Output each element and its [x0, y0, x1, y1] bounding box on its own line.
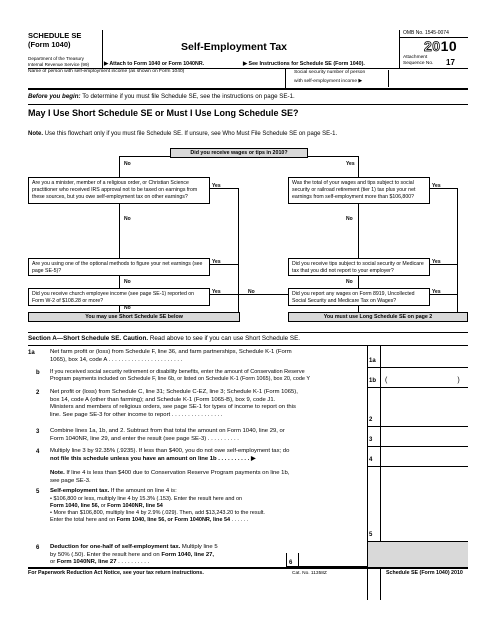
note-lead: Note. [28, 131, 43, 137]
line-4-text-1: Multiply line 3 by 92.35% (.9235). If less than $400, you do not owe self-employment tax; do [50, 448, 290, 454]
dept-line-1: Department of the Treasury [28, 56, 84, 61]
line-2-text [50, 389, 365, 419]
line-6-text-3c: . . . . . . . . . . [118, 559, 150, 566]
line-1a-num: 1a [28, 350, 35, 356]
line-6-lead: Deduction for one-half of self-employment tax. [50, 544, 181, 550]
line-6-text [50, 544, 293, 567]
line-4-box: 4 [369, 457, 373, 463]
name-field[interactable] [28, 75, 283, 87]
flow-wages-total-box: Was the total of your wages and tips subject to social security or railroad retirement (tier 1) tax plus your net earnings from self-employment more than $106,800? [288, 177, 430, 204]
line-3-text [50, 428, 365, 443]
line-1b-num: b [36, 370, 40, 376]
line-1b-amount[interactable]: ( ) [385, 377, 460, 384]
flow-tips-box: Did you receive tips subject to social security or Medicare tax that you did not report to your employer? [288, 258, 430, 276]
flowchart-note [28, 131, 337, 139]
line-6-text-1: Multiply line 5 [181, 544, 218, 550]
section-a-caution: Caution. [122, 335, 149, 342]
tax-year [424, 38, 457, 56]
ssn-field[interactable] [388, 70, 468, 87]
footer-paperwork: For Paperwork Reduction Act Notice, see your tax return instructions. [28, 570, 204, 576]
flow-wages-total-no: No [346, 216, 353, 222]
line-1b-text-2: Program payments included on Schedule F, line 6b, or listed on Schedule K-1 (Form 1065), box 20, code Y [50, 376, 311, 383]
line-6-text-3a: or [50, 559, 56, 566]
flow-church-box: Did you receive church employee income (see page SE-1) reported on Form W-2 of $108.28 or more? [28, 288, 210, 306]
line-1b-box: 1b [369, 378, 377, 384]
flow-church-yes: Yes [212, 289, 221, 295]
line-2-amount[interactable] [381, 414, 468, 425]
ssn-label-2: with self-employment income ▶ [294, 79, 363, 84]
line-4-note-lead: Note. [50, 470, 65, 476]
before-you-begin [28, 93, 295, 101]
line-4-text-2: not file this schedule unless you have an amount on line 1b . . . . . . . . . . ▶ [50, 455, 256, 462]
line-5-bullet-2c: Form 1040, line 56, or Form 1040NR, line 54 [116, 516, 231, 523]
line-4-num: 4 [36, 449, 40, 455]
line-1a-text-2: 1065), box 14, code A . . . . . . . . . . . . . . . . . . . . . . . [50, 356, 183, 363]
flow-long-result: You must use Long Schedule SE on page 2 [288, 312, 468, 322]
flow-top-yes: Yes [346, 161, 355, 167]
section-a-caution-text: Read above to see if you can use Short Schedule SE. [149, 335, 301, 342]
line-5-bullet-2d: . . . . . . [231, 516, 249, 523]
flow-optional-box: Are you using one of the optional methods to figure your net earnings (see page SE-5)? [28, 258, 210, 276]
year-outline: 20 [424, 38, 441, 54]
flow-church-no: No [124, 305, 131, 311]
line-3-num: 3 [36, 429, 40, 435]
line-5-bullet-1c: or [100, 502, 106, 509]
line-2-text-1: Net profit or (loss) from Schedule C, line 31; Schedule C-EZ, line 3; Schedule K-1 (Form 1065), [50, 389, 298, 395]
line-1b-text [50, 369, 365, 383]
line-2-text-4: line. See page SE-3 for other income to report . . . . . . . . . . . . . . . . [50, 411, 223, 418]
shaded-area [368, 542, 468, 567]
line-3-text-1: Combine lines 1a, 1b, and 2. Subtract from that total the amount on Form 1040, line 29, or [50, 428, 285, 434]
line-5-bullet-1b: Form 1040, line 56, [50, 502, 100, 509]
line-6-amount[interactable] [298, 553, 367, 566]
line-2-box: 2 [369, 417, 373, 423]
line-5-num: 5 [36, 489, 40, 495]
line-5-lead: Self-employment tax. [50, 488, 110, 494]
flow-form8919-yes: Yes [432, 289, 441, 295]
line-4-amount[interactable] [381, 454, 468, 465]
line-1a-amount[interactable] [381, 355, 468, 366]
footer-cat-no: Cat. No. 11358Z [292, 571, 327, 576]
line-3-amount[interactable] [381, 434, 468, 445]
line-1a-text [50, 349, 365, 364]
line-4-note-text-2: see page SE-3. [50, 477, 91, 484]
section-a-heading [28, 335, 300, 343]
flow-optional-yes: Yes [212, 259, 221, 265]
attachment-label: Attachment [403, 55, 428, 60]
schedule-name: SCHEDULE SE [28, 31, 82, 40]
line-1a-box: 1a [369, 358, 376, 364]
ssn-label-1: Social security number of person [294, 70, 366, 75]
line-1a-text-1: Net farm profit or (loss) from Schedule F, line 36, and farm partnerships, Schedule K-1 (Form [50, 349, 292, 355]
before-text: To determine if you must file Schedule SE, see the instructions on page SE-1. [82, 93, 295, 100]
sequence-label: Sequence No. [403, 61, 434, 66]
line-5-bullet-1d: Form 1040NR, line 54 [107, 502, 163, 509]
line-6-text-2: by 50% (.50). Enter the result here and on [50, 551, 160, 558]
sequence-number: 17 [446, 58, 455, 67]
flow-minister-box: Are you a minister, member of a religious order, or Christian Science practitioner who received IRS approval not to be taxed on earnings from these sources, but you owe self-employment tax on other earnings? [28, 177, 210, 204]
flow-optional-no: No [124, 279, 131, 285]
line-3-box: 3 [369, 437, 373, 443]
line-5-text [50, 488, 365, 524]
line-5-bullet-2a: • More than $106,800, multiply line 4 by 2.9% (.029). Then, add $13,243.20 to the result. [50, 509, 265, 516]
line-4-note [50, 470, 365, 485]
footer-form-id: Schedule SE (Form 1040) 2010 [386, 570, 463, 576]
line-5-box: 5 [369, 532, 373, 538]
line-6-text-3b: Form 1040NR, line 27 [56, 559, 117, 566]
line-5-bullet-1a: • $106,800 or less, multiply line 4 by 15.3% (.153). Enter the result here and on [50, 495, 243, 502]
flow-tips-yes: Yes [432, 259, 441, 265]
flow-minister-yes: Yes [212, 183, 221, 189]
line-5-amount[interactable] [381, 529, 468, 540]
name-label: Name of person with self-employment income (as shown on Form 1040) [28, 69, 185, 74]
line-5-text-1: If the amount on line 4 is: [110, 488, 177, 494]
form-ref: (Form 1040) [28, 40, 71, 49]
flow-minister-no: No [124, 216, 131, 222]
line-2-text-3: Ministers and members of religious orders, see page SE-1 for types of income to report on this [50, 404, 296, 411]
line-3-text-2: Form 1040NR, line 29, and enter the result (see page SE-3) . . . . . . . . . . [50, 435, 239, 442]
form-title: Self-Employment Tax [181, 41, 287, 53]
line-4-text [50, 448, 365, 463]
dept-line-2: Internal Revenue Service (99) [28, 62, 90, 67]
flow-form8919-no: No [248, 289, 255, 295]
line-2-num: 2 [36, 390, 40, 396]
line-6-box: 6 [289, 560, 293, 566]
line-2-text-2: box 14, code A (other than farming); and Schedule K-1 (Form 1065-B), box 9, code J1. [50, 396, 276, 403]
year-bold: 10 [440, 38, 458, 54]
line-1b-text-1: If you received social security retirement or disability benefits, enter the amount of Conservation Reserve [50, 369, 305, 375]
before-lead: Before you begin: [28, 93, 81, 100]
question-heading: May I Use Short Schedule SE or Must I Use Long Schedule SE? [28, 108, 299, 118]
flow-short-result: You may use Short Schedule SE below [28, 312, 240, 322]
flow-wages-total-yes: Yes [432, 183, 441, 189]
flow-form8919-box: Did you report any wages on Form 8919, Uncollected Social Security and Medicare Tax on Wages? [288, 288, 430, 306]
omb-number: OMB No. 1545-0074 [403, 30, 449, 36]
line-4-note-text-1: If line 4 is less than $400 due to Conservation Reserve Program payments on line 1b, [66, 470, 290, 476]
see-instructions: ▶ See Instructions for Schedule SE (Form 1040). [243, 61, 365, 67]
line-6-num: 6 [36, 545, 40, 551]
flow-top-no: No [124, 161, 131, 167]
attach-instruction: ▶ Attach to Form 1040 or Form 1040NR. [104, 61, 205, 67]
flow-start-box: Did you receive wages or tips in 2010? [170, 148, 308, 158]
flow-tips-no: No [346, 279, 353, 285]
note-text: Use this flowchart only if you must file Schedule SE. If unsure, see Who Must File Schedule SE on page SE-1. [44, 131, 338, 137]
line-5-bullet-2b: Enter the total here and on [50, 516, 116, 523]
line-6-text-2b: Form 1040, line 27, [161, 551, 215, 558]
section-a-title: Section A—Short Schedule SE. [28, 335, 122, 342]
